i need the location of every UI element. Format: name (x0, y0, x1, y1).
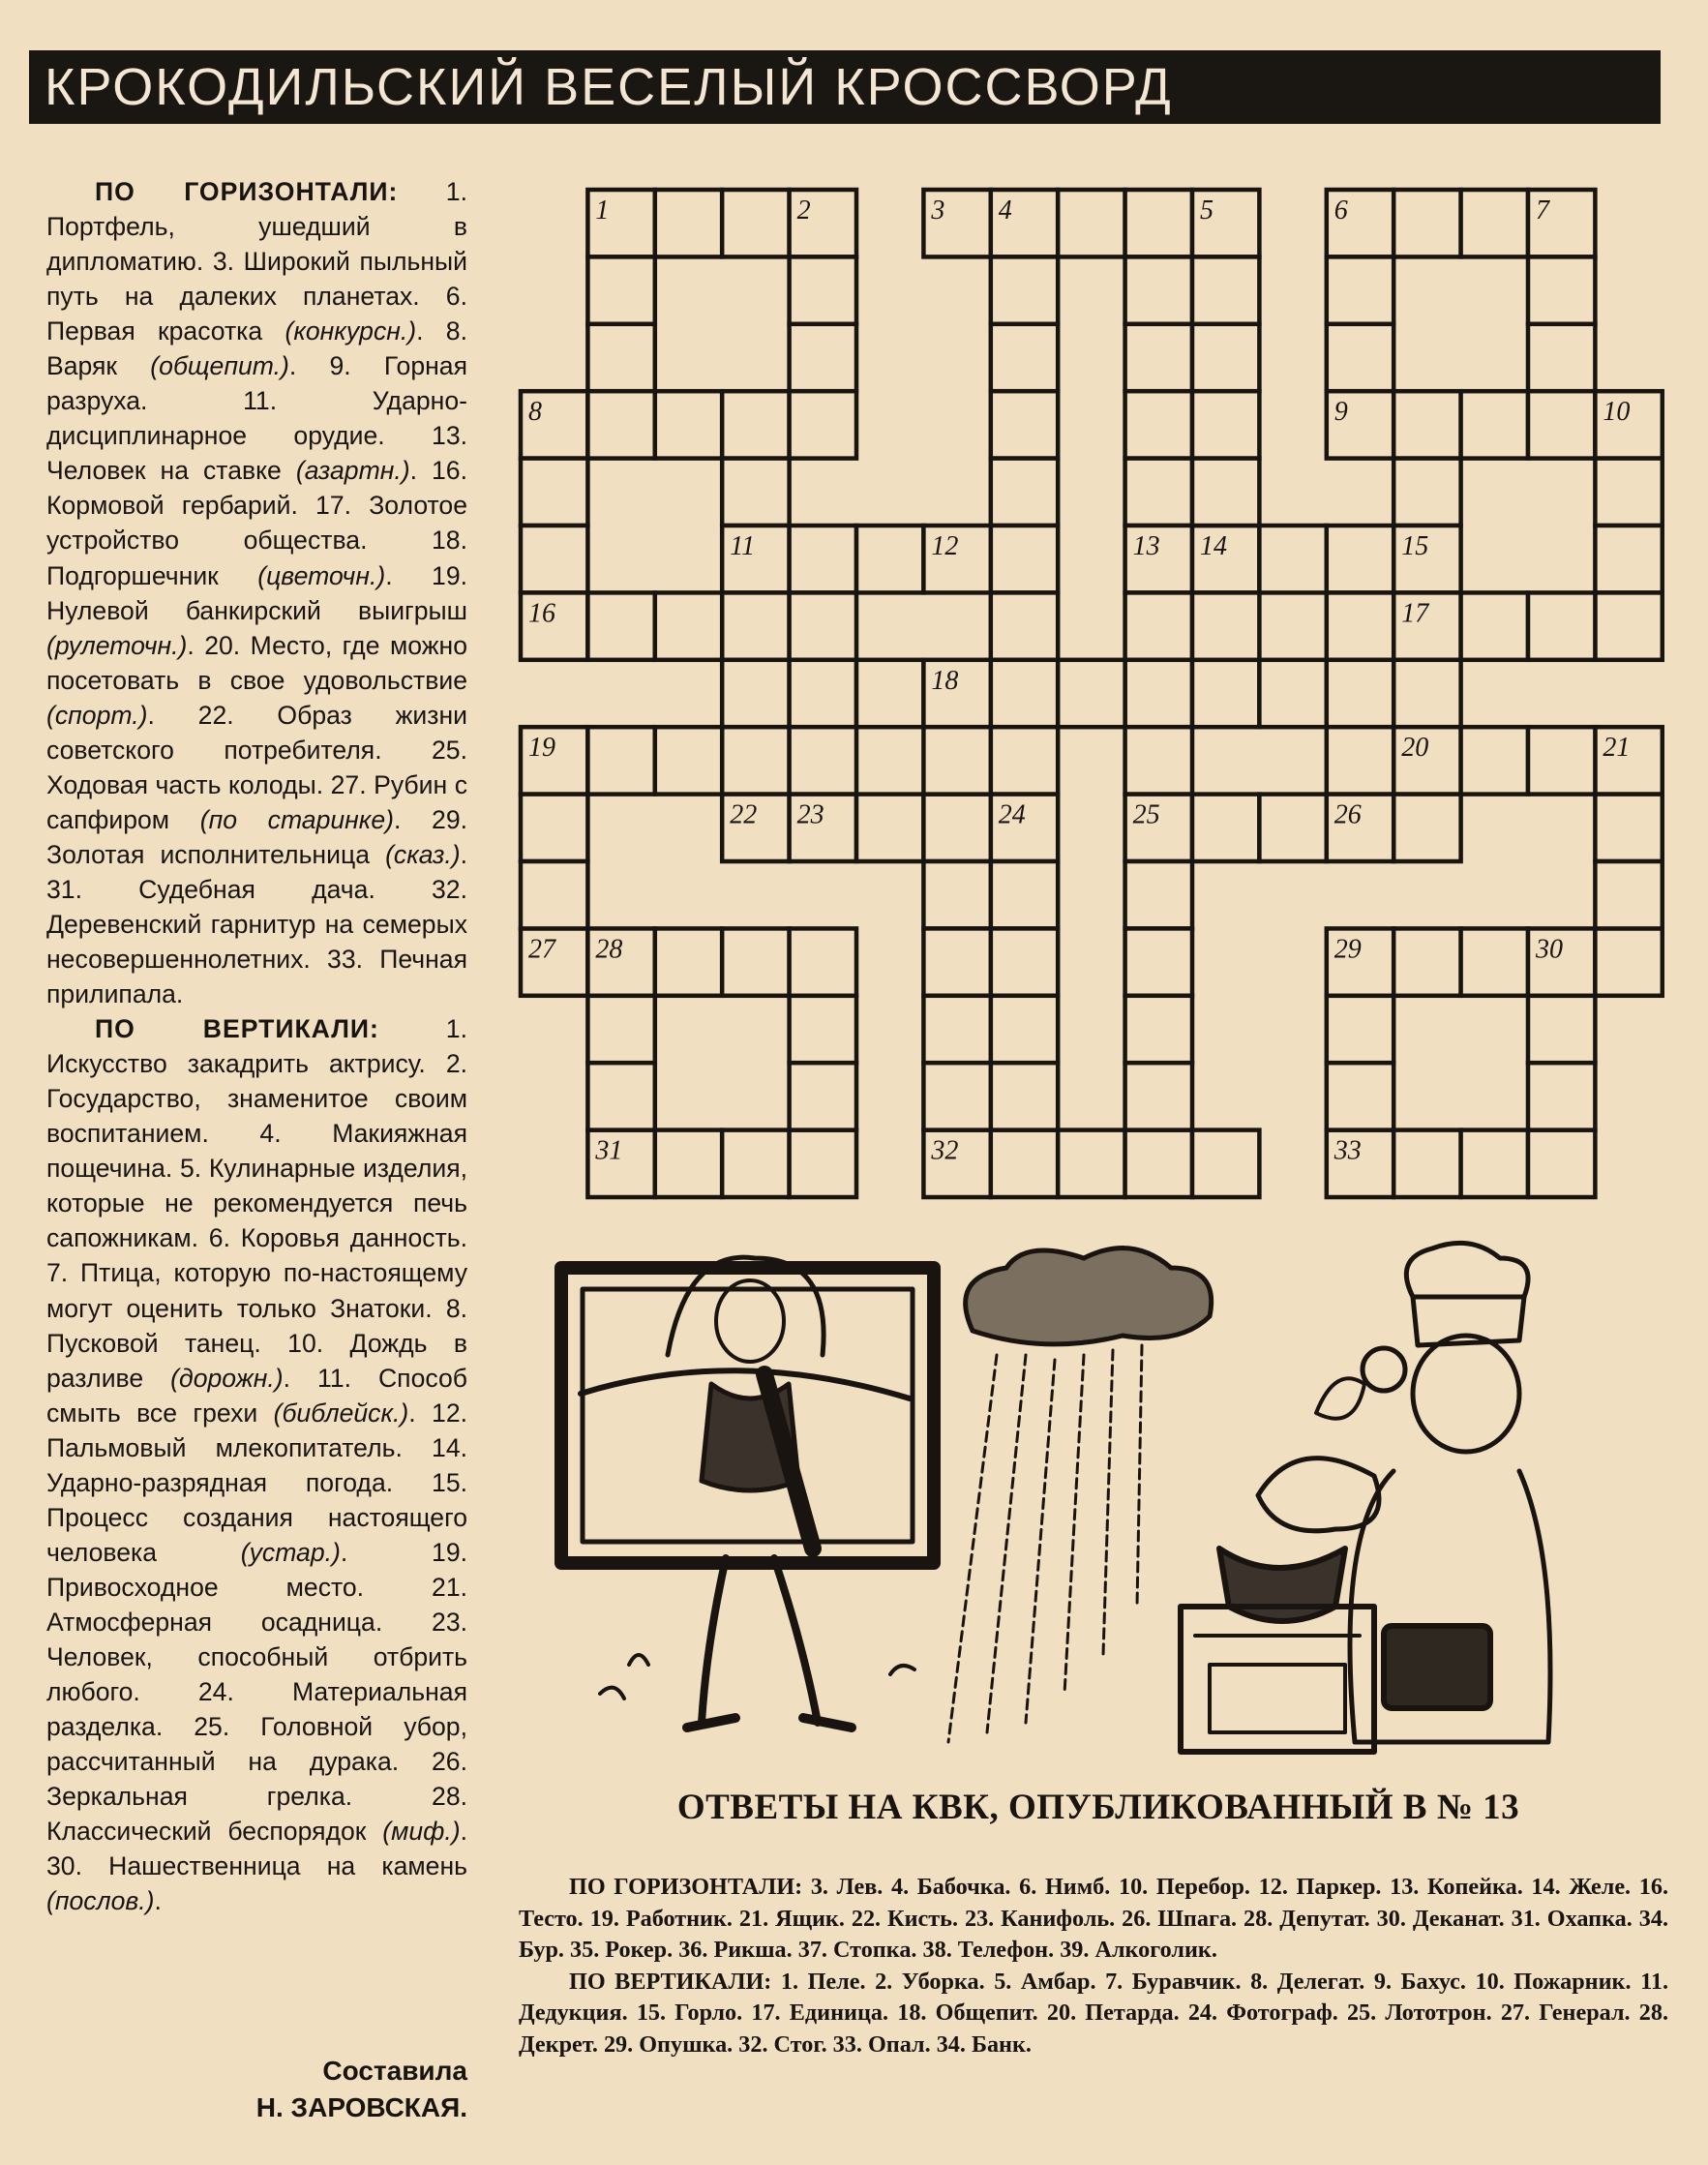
cell-number: 25 (1132, 799, 1160, 830)
horizontal-clue-text (46, 177, 467, 1008)
grid-cell[interactable] (655, 190, 722, 256)
cell-number: 14 (1200, 531, 1227, 561)
cell-number: 5 (1200, 195, 1214, 226)
grid-cell[interactable] (923, 727, 990, 794)
grid-cell[interactable] (1192, 391, 1259, 458)
clue-segment: . 22. Образ жизни советского потребителя. 25. Ходовая часть колоды. 27. Рубин с сапфиром (46, 700, 467, 834)
grid-cell[interactable] (991, 996, 1058, 1063)
grid-cell[interactable] (1327, 592, 1393, 659)
grid-cell[interactable] (587, 324, 654, 391)
cell-number: 20 (1401, 733, 1429, 764)
grid-cell[interactable] (923, 928, 990, 995)
compiler-name: Н. ЗАРОВСКАЯ. (255, 2092, 467, 2122)
grid-cell[interactable] (1461, 190, 1528, 256)
grid-cell[interactable] (991, 592, 1058, 659)
answers-horizontal: ПО ГОРИЗОНТАЛИ: 3. Лев. 4. Бабочка. 6. Нимб. 10. Перебор. 12. Паркер. 13. Копейка. 14. Желе. 16. Тесто. 19. Работник. 21. Ящик. 22. Кисть. 23. Канифоль. 26. Шпага. 28. Депутат. 30. Деканат. 31. Охапка. 34. Бур. 35. Рокер. 36. Рикша. 37. Стопка. 38. Телефон. 39. Алкоголик. (519, 1874, 1668, 1964)
clue-segment: . 11. Способ смыть все грехи (46, 1363, 467, 1428)
grid-cell[interactable] (722, 660, 789, 727)
grid-cell[interactable] (991, 1063, 1058, 1129)
grid-cell[interactable] (1192, 459, 1259, 526)
grid-cell[interactable] (790, 526, 856, 592)
compiler-credit (145, 2053, 467, 2126)
grid-cell[interactable] (856, 795, 923, 861)
grid-cell[interactable] (722, 1130, 789, 1197)
grid-cell[interactable] (856, 526, 923, 592)
grid-cell[interactable] (1327, 324, 1393, 391)
grid-cell[interactable] (790, 592, 856, 659)
grid-cell[interactable] (1393, 795, 1460, 861)
grid-cell[interactable] (1461, 592, 1528, 659)
cell-number: 18 (931, 665, 959, 696)
clue-segment: (спорт.) (46, 700, 148, 730)
clue-segment: (азартн.) (295, 456, 410, 486)
clue-segment: . 29. Золотая исполнительница (46, 804, 468, 869)
grid-cell[interactable] (1125, 928, 1192, 995)
clue-segment: . 9. Горная разруха. 11. Ударно-дисциплинарное орудие. 13. Человек на ставке (46, 351, 467, 486)
clue-segment: (общепит.) (150, 351, 289, 381)
cell-number: 3 (931, 195, 945, 226)
grid-cell[interactable] (1393, 928, 1460, 995)
vertical-clue-text (46, 1014, 467, 1915)
clue-segment: 1. Искусство закадрить актрису. 2. Государство, знаменитое своим воспитанием. 4. Макияжная пощечина. 5. Кулинарные изделия, которые не рекомендуется печь сапожникам. 6. Коровья данность. 7. Птица, которую по-настоящему могут оценить только Знатоки. 8. Пусковой танец. 10. Дождь в разливе (46, 1014, 467, 1393)
grid-cell[interactable] (1595, 861, 1662, 928)
grid-cell[interactable] (1327, 660, 1393, 727)
cell-number: 33 (1333, 1135, 1362, 1166)
grid-cell[interactable] (790, 996, 856, 1063)
rain-cloud-drawing (948, 1248, 1212, 1742)
grid-cell[interactable] (991, 256, 1058, 323)
grid-cell[interactable] (790, 1130, 856, 1197)
grid-cell[interactable] (1528, 324, 1595, 391)
grid-cell[interactable] (1192, 592, 1259, 659)
grid-cell[interactable] (722, 459, 789, 526)
clue-segment: . 31. Судебная дача. 32. Деревенский гарнитур на семерых несовершеннолетних. 33. Печная прилипала. (46, 839, 467, 1009)
grid-cell[interactable] (1125, 1130, 1192, 1197)
grid-cell[interactable] (1327, 996, 1393, 1063)
grid-cell[interactable] (587, 727, 654, 794)
cell-number: 30 (1536, 934, 1563, 965)
crossword-title: КРОКОДИЛЬСКИЙ ВЕСЕЛЫЙ КРОССВОРД (29, 50, 1661, 124)
cartoon-illustration (542, 1239, 1568, 1771)
grid-cell[interactable] (1393, 660, 1460, 727)
grid-cell[interactable] (655, 391, 722, 458)
clue-segment: (конкурсн.) (285, 316, 417, 346)
grid-cell[interactable] (1393, 190, 1460, 256)
cell-number: 15 (1401, 531, 1429, 561)
grid-cell[interactable] (1259, 660, 1326, 727)
cell-number: 6 (1333, 195, 1348, 226)
grid-cell[interactable] (1528, 996, 1595, 1063)
clues-column (46, 174, 467, 1918)
horizontal-header: ПО ГОРИЗОНТАЛИ: (95, 177, 399, 206)
grid-cell[interactable] (587, 996, 654, 1063)
grid-cell[interactable] (1192, 324, 1259, 391)
grid-cell[interactable] (587, 592, 654, 659)
answers-vertical: ПО ВЕРТИКАЛИ: 1. Пеле. 2. Уборка. 5. Амбар. 7. Буравчик. 8. Делегат. 9. Бахус. 10. Пожарник. 11. Дедукция. 15. Горло. 17. Единица. 18. Общепит. 20. Петарда. 24. Фотограф. 25. Лототрон. 27. Генерал. 28. Декрет. 29. Опушка. 32. Стог. 33. Опал. 34. Банк. (519, 1968, 1668, 2058)
grid-cell[interactable] (1192, 1130, 1259, 1197)
grid-cell[interactable] (1595, 526, 1662, 592)
grid-cell[interactable] (1595, 592, 1662, 659)
grid-cell[interactable] (923, 795, 990, 861)
clue-segment: (сказ.) (385, 839, 461, 869)
grid-cell[interactable] (1125, 592, 1192, 659)
vertical-header: ПО ВЕРТИКАЛИ: (95, 1014, 379, 1044)
picture-frame-drawing (561, 1257, 934, 1728)
grid-cell[interactable] (991, 727, 1058, 794)
clue-segment: (послов.) (46, 1886, 155, 1916)
grid-cell[interactable] (1192, 660, 1259, 727)
grid-cell[interactable] (722, 727, 789, 794)
grid-cell[interactable] (1125, 660, 1192, 727)
grid-cell[interactable] (1393, 391, 1460, 458)
cell-number: 26 (1333, 799, 1362, 830)
cell-number: 17 (1401, 598, 1429, 629)
grid-cell[interactable] (1461, 1130, 1528, 1197)
grid-cell[interactable] (722, 391, 789, 458)
grid-cell[interactable] (790, 928, 856, 995)
grid-cell[interactable] (1125, 459, 1192, 526)
grid-cell[interactable] (1125, 1063, 1192, 1129)
clue-segment: 1. Портфель, ушедший в дипломатию. 3. Широкий пыльный путь на далеких планетах. 6. Первая красотка (46, 177, 467, 346)
grid-cell[interactable] (991, 660, 1058, 727)
grid-cell[interactable] (1461, 928, 1528, 995)
grid-cell[interactable] (655, 928, 722, 995)
grid-cell[interactable] (1595, 928, 1662, 995)
clue-segment: . 12. Пальмовый млекопитатель. 14. Ударно-разрядная погода. 15. Процесс создания настоящего человека (46, 1398, 467, 1567)
clue-segment: (дорожн.) (170, 1363, 284, 1393)
grid-cell[interactable] (1259, 526, 1326, 592)
clue-segment: . 30. Нашественница на камень (46, 1817, 467, 1881)
grid-cell[interactable] (1461, 391, 1528, 458)
cell-number: 19 (528, 733, 555, 764)
grid-cell[interactable] (991, 861, 1058, 928)
cell-number: 22 (730, 799, 758, 830)
cell-number: 13 (1132, 531, 1160, 561)
grid-cell[interactable] (1125, 861, 1192, 928)
chef-drawing (1181, 1243, 1550, 1752)
grid-cell[interactable] (521, 861, 587, 928)
grid-cell[interactable] (790, 324, 856, 391)
grid-cell[interactable] (1528, 1063, 1595, 1129)
cell-number: 1 (595, 195, 610, 226)
grid-cell[interactable] (722, 928, 789, 995)
grid-cell[interactable] (1327, 1063, 1393, 1129)
grid-cell[interactable] (991, 391, 1058, 458)
grid-cell[interactable] (1125, 256, 1192, 323)
cell-number: 16 (528, 598, 555, 629)
clue-segment: . 19. Нулевой банкирский выигрыш (46, 560, 467, 625)
clue-segment: . 20. Место, где можно посетовать в свое удовольствие (46, 630, 467, 695)
clue-segment: (цветочн.) (257, 560, 386, 590)
grid-cell[interactable] (1125, 996, 1192, 1063)
cell-number: 23 (796, 799, 824, 830)
grid-cell[interactable] (1327, 526, 1393, 592)
grid-cell[interactable] (1192, 795, 1259, 861)
grid-cell[interactable] (521, 459, 587, 526)
grid-cell[interactable] (1058, 1130, 1124, 1197)
cell-number: 7 (1536, 195, 1549, 226)
grid-cell[interactable] (1595, 795, 1662, 861)
grid-cell[interactable] (1528, 256, 1595, 323)
grid-cell[interactable] (923, 996, 990, 1063)
clue-segment: . 16. Кормовой гербарий. 17. Золотое устройство общества. 18. Подгоршечник (46, 456, 467, 590)
clue-segment: (устар.) (240, 1537, 341, 1567)
grid-cell[interactable] (655, 1130, 722, 1197)
grid-cell[interactable] (991, 526, 1058, 592)
grid-cell[interactable] (1528, 391, 1595, 458)
grid-cell[interactable] (1125, 727, 1192, 794)
clue-segment: (миф.) (382, 1817, 461, 1847)
cell-number: 27 (528, 934, 555, 965)
cell-number: 2 (796, 195, 811, 226)
cell-number: 24 (998, 799, 1026, 830)
cell-number: 32 (931, 1135, 959, 1166)
grid-cell[interactable] (587, 1063, 654, 1129)
clue-segment: . (154, 1886, 162, 1916)
grid-cell[interactable] (587, 391, 654, 458)
cell-number: 4 (998, 195, 1012, 226)
grid-cell[interactable] (1393, 459, 1460, 526)
grid-cell[interactable] (1327, 256, 1393, 323)
grid-cell[interactable] (1528, 1130, 1595, 1197)
grid-cell[interactable] (1125, 324, 1192, 391)
vertical-clues (46, 1011, 467, 1918)
grid-cell[interactable] (991, 459, 1058, 526)
grid-cell[interactable] (790, 1063, 856, 1129)
grid-cell[interactable] (790, 391, 856, 458)
clue-segment: . 19. Привосходное место. 21. Атмосферная осадница. 23. Человек, способный отбрить любого. 24. Материальная разделка. 25. Головной убор, рассчитанный на дурака. 26. Зеркальная грелка. 28. Классический беспорядок (46, 1537, 467, 1847)
clue-segment: . 8. Варяк (46, 316, 467, 381)
cell-number: 10 (1603, 397, 1631, 428)
cell-number: 29 (1333, 934, 1362, 965)
grid-cell[interactable] (1595, 459, 1662, 526)
grid-cell[interactable] (991, 1130, 1058, 1197)
grid-cell[interactable] (1125, 391, 1192, 458)
grid-cell[interactable] (521, 795, 587, 861)
grid-cell[interactable] (1058, 660, 1124, 727)
clue-segment: (рулеточн.) (46, 630, 188, 660)
grid-cell[interactable] (521, 526, 587, 592)
grid-cell[interactable] (991, 928, 1058, 995)
grid-cell[interactable] (856, 660, 923, 727)
grid-cell[interactable] (790, 660, 856, 727)
grid-cell[interactable] (1461, 727, 1528, 794)
crossword-grid (503, 174, 1664, 1210)
grid-cell[interactable] (923, 861, 990, 928)
grid-cell[interactable] (655, 592, 722, 659)
cell-number: 28 (595, 934, 623, 965)
grid-cell[interactable] (1528, 727, 1595, 794)
compiler-label: Составила (322, 2056, 467, 2086)
grid-cell[interactable] (1259, 795, 1326, 861)
grid-cell[interactable] (1393, 1130, 1460, 1197)
grid-cell[interactable] (1125, 190, 1192, 256)
clue-segment: (по старинке) (199, 804, 395, 834)
answers-title: ОТВЕТЫ НА КВК, ОПУБЛИКОВАННЫЙ В № 13 (676, 1788, 1520, 1827)
cell-number: 31 (595, 1135, 623, 1166)
cell-number: 11 (730, 531, 756, 561)
clue-segment: (библейск.) (273, 1398, 409, 1428)
horizontal-clues (46, 174, 467, 1011)
grid-cell[interactable] (790, 256, 856, 323)
cell-number: 12 (931, 531, 959, 561)
grid-cell[interactable] (991, 324, 1058, 391)
grid-cell[interactable] (655, 727, 722, 794)
grid-cell[interactable] (1058, 190, 1124, 256)
grid-cell[interactable] (1528, 592, 1595, 659)
grid-cell[interactable] (722, 592, 789, 659)
cell-number: 21 (1603, 733, 1631, 764)
grid-cell[interactable] (587, 256, 654, 323)
grid-cell[interactable] (923, 1063, 990, 1129)
grid-cell[interactable] (722, 190, 789, 256)
grid-cell[interactable] (790, 727, 856, 794)
grid-cell[interactable] (1192, 256, 1259, 323)
grid-cell[interactable] (1327, 727, 1393, 794)
cell-number: 9 (1333, 397, 1348, 428)
answers-block (519, 1872, 1668, 2061)
cell-number: 8 (528, 397, 542, 428)
